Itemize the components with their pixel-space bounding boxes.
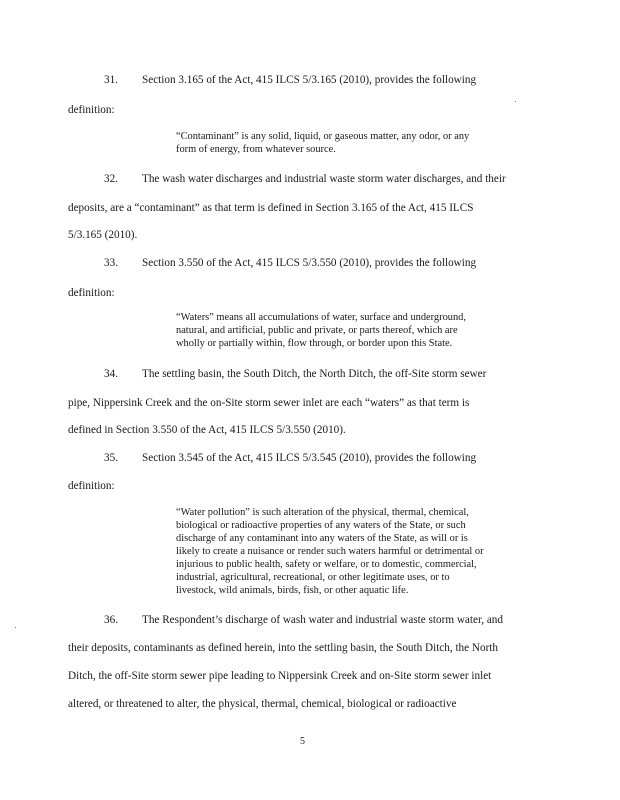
paragraph-35-quote-line-3: discharge of any contaminant into any waters of the State, as will or is xyxy=(176,533,468,544)
paragraph-33-quote-line-1: “Waters” means all accumulations of water, surface and underground, xyxy=(176,312,466,323)
paragraph-35-number: 35. xyxy=(104,452,118,464)
paragraph-34-line-2: pipe, Nippersink Creek and the on-Site storm sewer inlet are each “waters” as that term is xyxy=(68,397,470,409)
paragraph-36-line-1: The Respondent’s discharge of wash water and industrial waste storm water, and xyxy=(142,614,503,626)
paragraph-36-line-4: altered, or threatened to alter, the physical, thermal, chemical, biological or radioactive xyxy=(68,698,457,710)
paragraph-31-line-1: Section 3.165 of the Act, 415 ILCS 5/3.165 (2010), provides the following xyxy=(142,74,477,86)
paragraph-35-line-1: Section 3.545 of the Act, 415 ILCS 5/3.545 (2010), provides the following xyxy=(142,452,477,464)
paragraph-32-line-1: The wash water discharges and industrial waste storm water discharges, and their xyxy=(142,173,506,185)
paragraph-34-number: 34. xyxy=(104,368,118,380)
paragraph-34-line-1: The settling basin, the South Ditch, the North Ditch, the off-Site storm sewer xyxy=(142,368,487,380)
paragraph-31-quote-line-2: form of energy, from whatever source. xyxy=(176,144,336,155)
paragraph-35-quote-line-2: biological or radioactive properties of any waters of the State, or such xyxy=(176,520,466,531)
paragraph-35-quote-line-4: likely to create a nuisance or render such waters harmful or detrimental or xyxy=(176,546,484,557)
paragraph-33-line-2: definition: xyxy=(68,287,115,299)
paragraph-36-number: 36. xyxy=(104,614,118,626)
paragraph-35-quote-line-7: livestock, wild animals, birds, fish, or other aquatic life. xyxy=(176,585,409,596)
page-number: 5 xyxy=(300,736,305,747)
paragraph-31-line-2: definition: xyxy=(68,104,115,116)
scan-speck xyxy=(15,627,16,628)
paragraph-33-quote-line-3: wholly or partially within, flow through, or border upon this State. xyxy=(176,338,453,349)
paragraph-35-quote-line-6: industrial, agricultural, recreational, or other legitimate uses, or to xyxy=(176,572,450,583)
paragraph-33-number: 33. xyxy=(104,257,118,269)
paragraph-31-quote-line-1: “Contaminant” is any solid, liquid, or gaseous matter, any odor, or any xyxy=(176,131,470,142)
paragraph-33-quote-line-2: natural, and artificial, public and private, or parts thereof, which are xyxy=(176,325,458,336)
paragraph-35-quote-line-5: injurious to public health, safety or welfare, or to domestic, commercial, xyxy=(176,559,477,570)
paragraph-31-number: 31. xyxy=(104,74,118,86)
paragraph-34-line-3: defined in Section 3.550 of the Act, 415 ILCS 5/3.550 (2010). xyxy=(68,424,346,436)
paragraph-35-line-2: definition: xyxy=(68,480,115,492)
paragraph-32-line-2: deposits, are a “contaminant” as that term is defined in Section 3.165 of the Act, 415 ILCS xyxy=(68,202,474,214)
paragraph-36-line-2: their deposits, contaminants as defined herein, into the settling basin, the South Ditch, the North xyxy=(68,642,499,654)
paragraph-33-line-1: Section 3.550 of the Act, 415 ILCS 5/3.550 (2010), provides the following xyxy=(142,257,477,269)
paragraph-36-line-3: Ditch, the off-Site storm sewer pipe leading to Nippersink Creek and on-Site storm sewer inlet xyxy=(68,670,492,682)
scan-speck xyxy=(515,101,516,102)
paragraph-35-quote-line-1: “Water pollution” is such alteration of the physical, thermal, chemical, xyxy=(176,507,469,518)
paragraph-32-number: 32. xyxy=(104,173,118,185)
paragraph-32-line-3: 5/3.165 (2010). xyxy=(68,229,138,241)
